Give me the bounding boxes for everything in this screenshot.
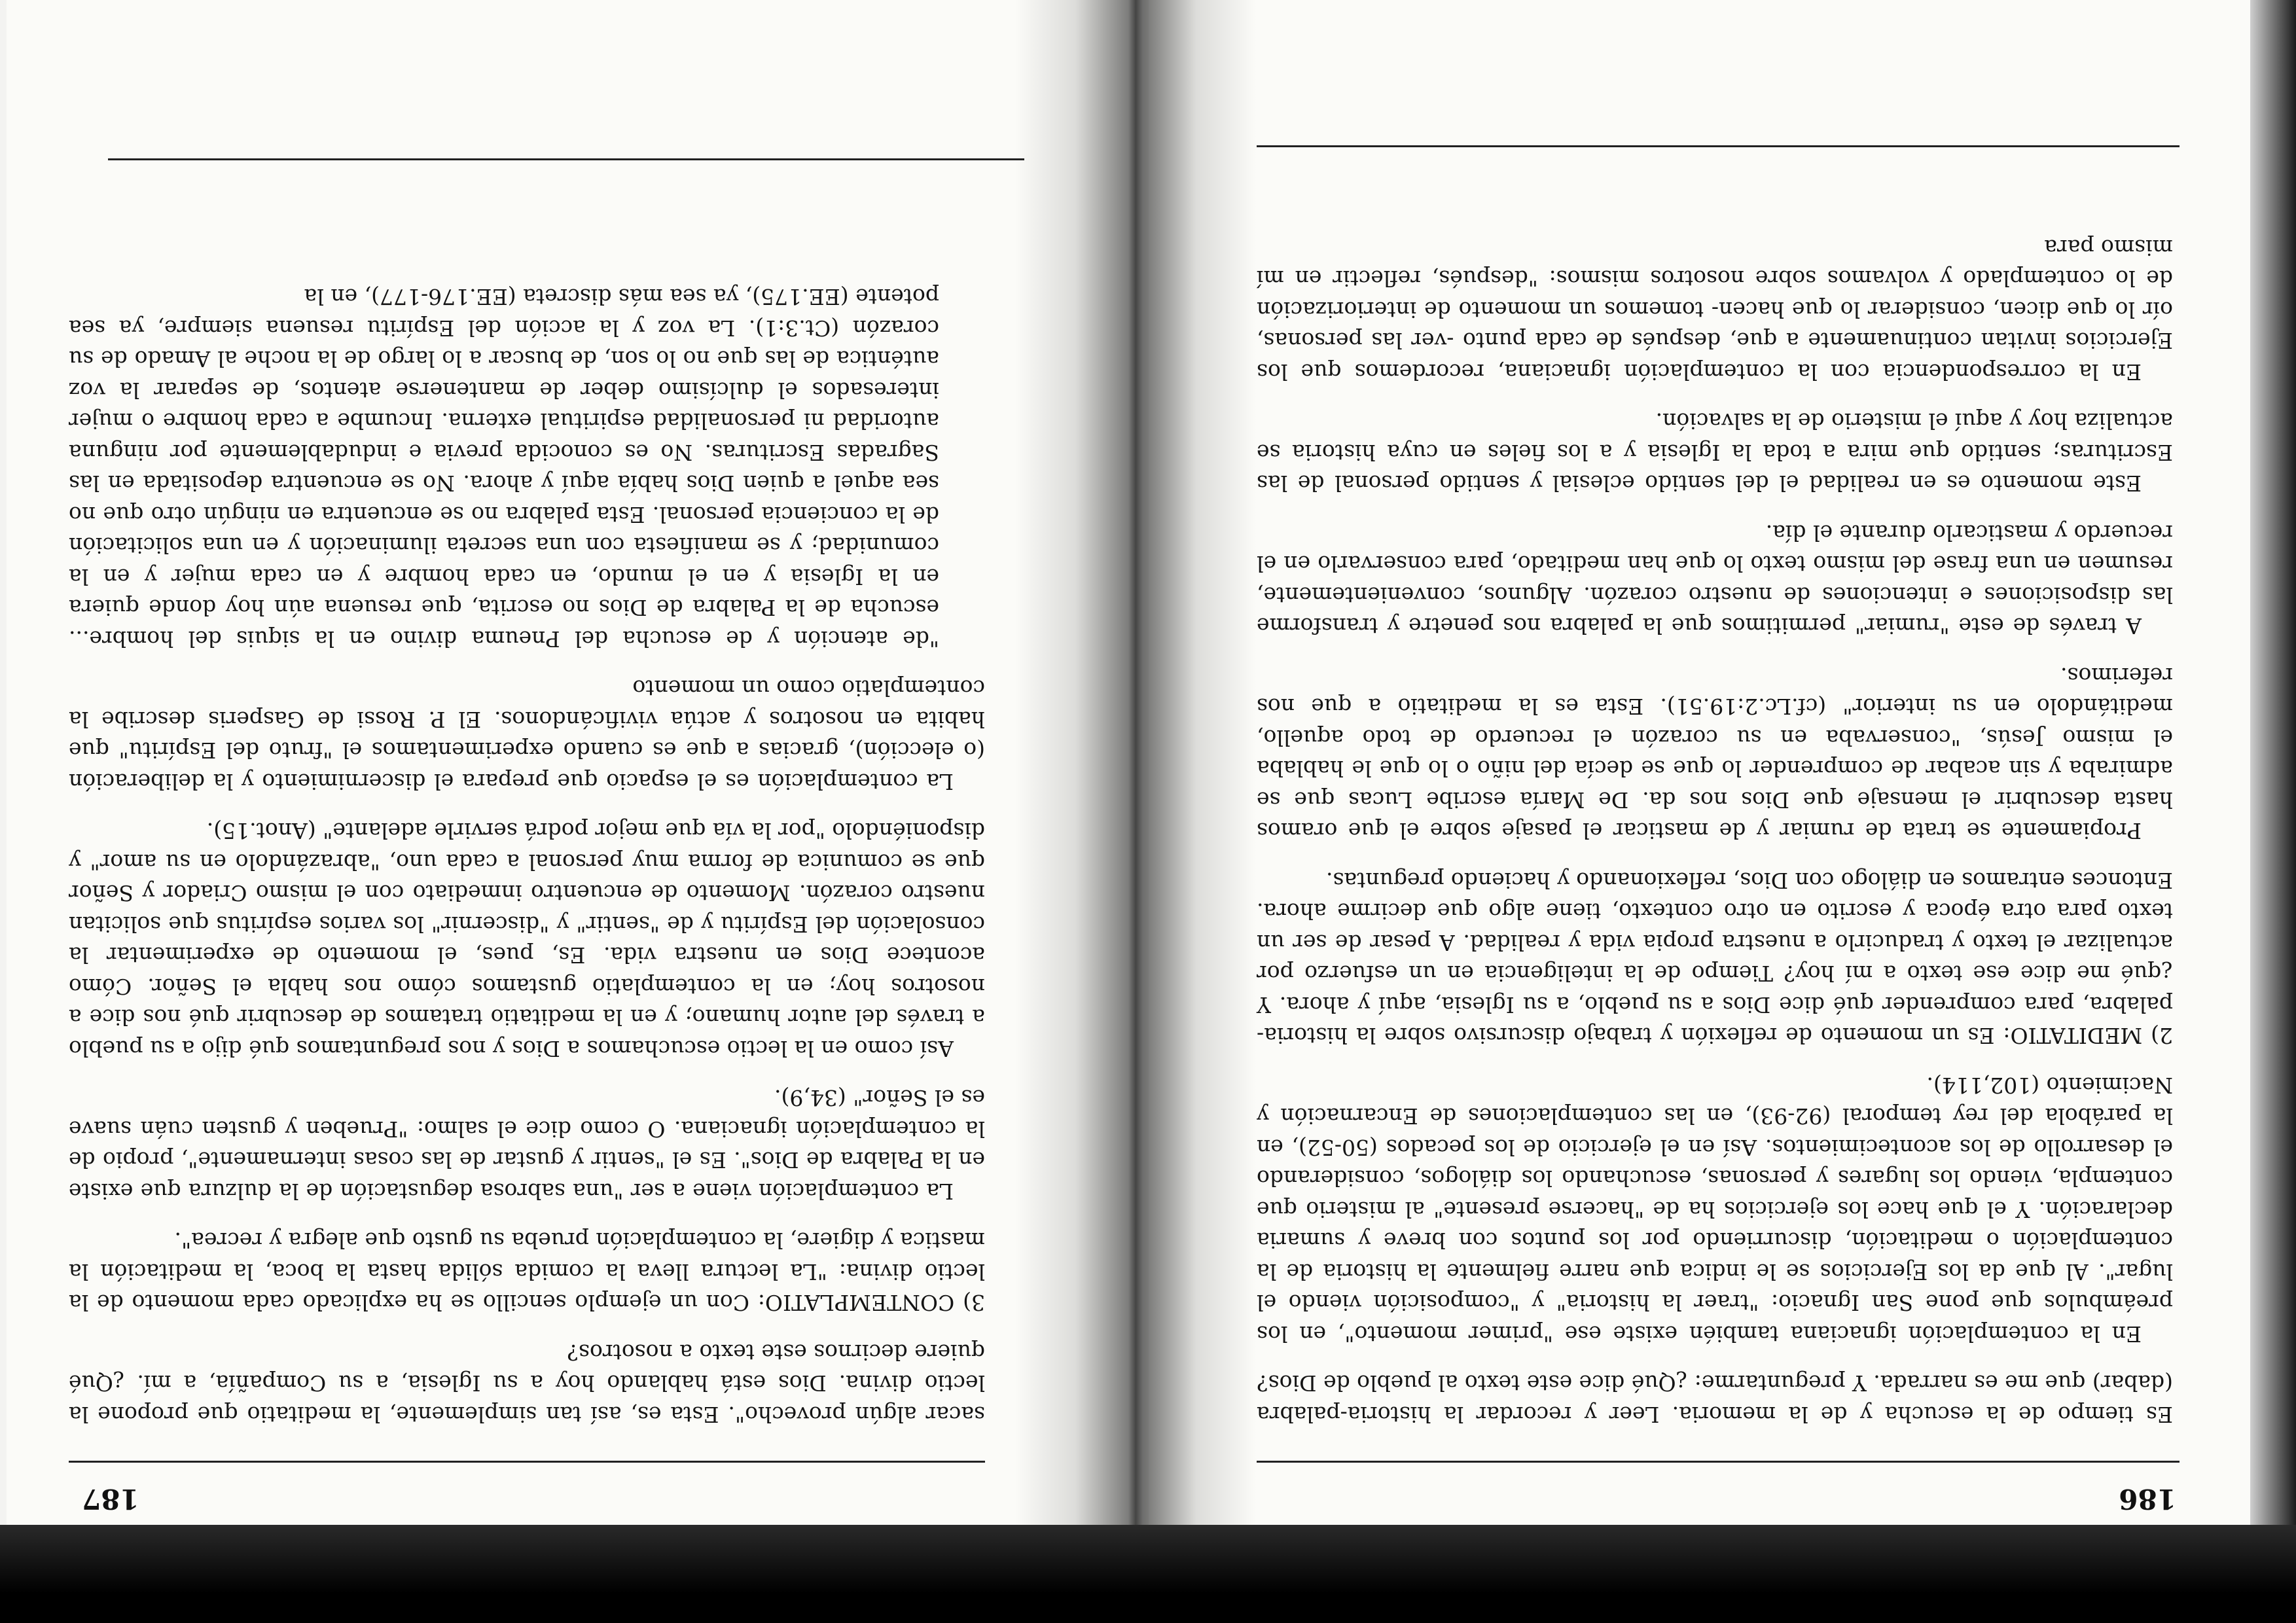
open-book-rotated — [7, 0, 2278, 1554]
header-rule — [69, 1461, 985, 1463]
block-quote: "de atención y de escucha del Pneuma divino en la siquis del hombre... escucha de la Palabra de Dios no escrita, que resuena aún hoy donde quiera en la Iglesia y en el mundo, en cada hombre y en cada mujer y en la comunidad; y se manifiesta con una secreta iluminación y en una solicitación de la conciencia personal. Esta palabra no se encuentra en ningún otro que no sea aquel a quien Dios había aquí y ahora. No se encuentra depositada en las Sagradas Escrituras. No es conocida previa e indudablemente por ninguna autoridad ni personalidad espiritual externa. Incumbe a cada hombre o mujer interesados el dulcísimo deber de mantenerse atentos, de separar la voz auténtica de las que no lo son, de buscar a lo largo de la noche al Amado de su corazón (Ct.3:1). La voz y la acción del Espíritu resuena siempre, ya sea potente (EE.175), ya sea más discreta (EE.176-177), en la — [69, 284, 939, 652]
paragraph: Propiamente se trata de rumiar y de masticar el pasaje sobre el que oramos hasta descubrir el mensaje que Dios nos da. De María escribe Lucas que se admiraba y sin acabar de comprender lo que se decía del niño o lo que le hablaba el mismo Jesús, "conservaba en su corazón el recuerdo de todo aquello, meditándolo en su interior" (cf.Lc.2:19.51). Esta es la meditatio a que nos referimos. — [1257, 663, 2173, 844]
paragraph: La contemplación viene a ser "una sabrosa degustación de la dulzura que existe en la Palabra de Dios". Es el "sentir y gustar de las cosas internamente", propio de la contemplación ignaciana. O como dice el salmo: "Prueben y gusten cuán suave es el Señor" (34,9). — [69, 1085, 985, 1204]
paragraph-gap — [1257, 499, 2173, 518]
page-187 — [7, 0, 1136, 1554]
paragraph: En la contemplación ignaciana también existe ese "primer momento", en los preámbulos que pone San Ignacio: "traer la historia" y "composición viendo el lugar". Al que da los Ejercicios se le indica que narre fielmente la historia de la contemplación o meditación, discurriendo por los puntos con breve y sumaria declaración. Y el que hace los ejercicios ha de "hacerse presente" al misterio que contempla, viendo los lugares y personas, escuchando los diálogos, considerando el desarrollo de los acontecimientos. Así en el ejercicio de los pecados (50-52), en la parábola del rey temporal (92-93), en las contemplaciones de Encarnación y Nacimiento (102,114). — [1257, 1073, 2173, 1347]
paragraph: Este momento es en realidad el del sentido eclesial y sentido personal de las Escrituras; sentido que mira a toda la Iglesia y a los fieles en cuya historia se actualiza hoy y aquí el misterio de la salvación. — [1257, 408, 2173, 497]
paragraph: La contemplación es el espacio que prepara el discernimiento y la deliberación (o elección), gracias a que es cuando experimentamos el "fruto del Espíritu" que habita en nosotros y actúa vivificándonos. El P. Rossi de Gasperis describe la contemplatio como un momento — [69, 675, 985, 794]
page-number-186: 186 — [2119, 1483, 2176, 1515]
page-186 — [1149, 0, 2278, 1554]
footer-rule — [108, 158, 1024, 160]
paragraph: sacar algún provecho". Esta es, así tan simplemente, la meditatio que propone la lectio divina. Dios está hablando hoy a su Iglesia, a su Compañía, a mí. ¿Qué quiere decirnos este texto a nosotros? — [69, 1340, 985, 1427]
page-187-body — [69, 281, 985, 1430]
paragraph-gap — [69, 797, 985, 815]
paragraph: A través de este "rumiar" permitimos que la palabra nos penetre y transforme las disposiciones e intenciones de nuestro corazón. Algunos, convenientemente, resumen en una frase del mismo texto lo que han meditado, para conservarlo en el recuerdo y masticarlo durante el día. — [1257, 520, 2173, 639]
section-contemplatio: 3) CONTEMPLATIO: Con un ejemplo sencillo se ha explicado cada momento de la lectio divina: "La lectura lleva la comida sólida hasta la boca, la meditación la mastica y digiere, la contemplación prueba su gusto que alegra y recrea". — [69, 1228, 985, 1316]
paragraph-gap — [69, 1207, 985, 1225]
paragraph-gap — [1257, 1349, 2173, 1368]
header-rule — [1257, 1461, 2179, 1463]
page-186-body — [1257, 232, 2173, 1431]
scanner-bed-shadow — [0, 1525, 2296, 1623]
paragraph: Así como en la lectio escuchamos a Dios y nos preguntamos qué dijo a su pueblo a través del autor humano; y en la meditatio tratamos de descubrir qué nos dice a nosotros hoy; en la contemplatio gustamos cómo nos habla el Señor. Cómo acontece Dios en nuestra vida. Es, pues, el momento de experimentar la consolación del Espíritu y de "sentir" y "discernir" los varios espíritus que solicitan nuestro corazón. Momento de encuentro inmediato con el mismo Criador y Señor que se comunica de forma muy personal a cada uno, "abrazándolo en su amor" y disponiéndolo "por la vía que mejor podrá servirle adelante" (Anot.15). — [69, 818, 985, 1061]
paragraph: En la correspondencia con la contemplación ignaciana, recordemos que los Ejercicios invitan continuamente a que, después de cada punto -ver las personas, oír lo que dicen, considerar lo que hacen- tomemos un momento de interiorización de lo contemplado y volvamos sobre nosotros mismos: "después, reflectir en mí mismo para — [1257, 235, 2173, 385]
paragraph-gap — [1257, 387, 2173, 406]
paragraph-gap — [1257, 847, 2173, 865]
section-meditatio: 2) MEDITATIO: Es un momento de reflexión y trabajo discursivo sobre la historia-palabra, para comprender qué dice Dios a su pueblo, a su Iglesia, aquí y ahora. Y ¿qué me dice ese texto a mí hoy? Tiempo de la inteligencia en un esfuerzo por actualizar el texto y traducirlo a nuestra propia vida y realidad. A pesar de ser un texto para otra época y escrito en otro contexto, tiene algo que decirme ahora. Entonces entramos en diálogo con Dios, reflexionando y haciendo preguntas. — [1257, 868, 2173, 1049]
paragraph-gap — [69, 1064, 985, 1082]
scanner-edge — [2250, 0, 2296, 1623]
page-number-187: 187 — [82, 1483, 139, 1515]
paragraph-gap — [69, 1319, 985, 1337]
paragraph-gap — [1257, 642, 2173, 660]
paragraph: Es tiempo de la escucha y de la memoria. Leer y recordar la historia-palabra (dabar) que me es narrada. Y preguntarme: ¿Qué dice este texto al pueblo de Dios? — [1257, 1370, 2173, 1427]
paragraph-gap — [1257, 1052, 2173, 1070]
footer-rule — [1257, 145, 2179, 147]
paragraph-gap — [69, 654, 985, 673]
